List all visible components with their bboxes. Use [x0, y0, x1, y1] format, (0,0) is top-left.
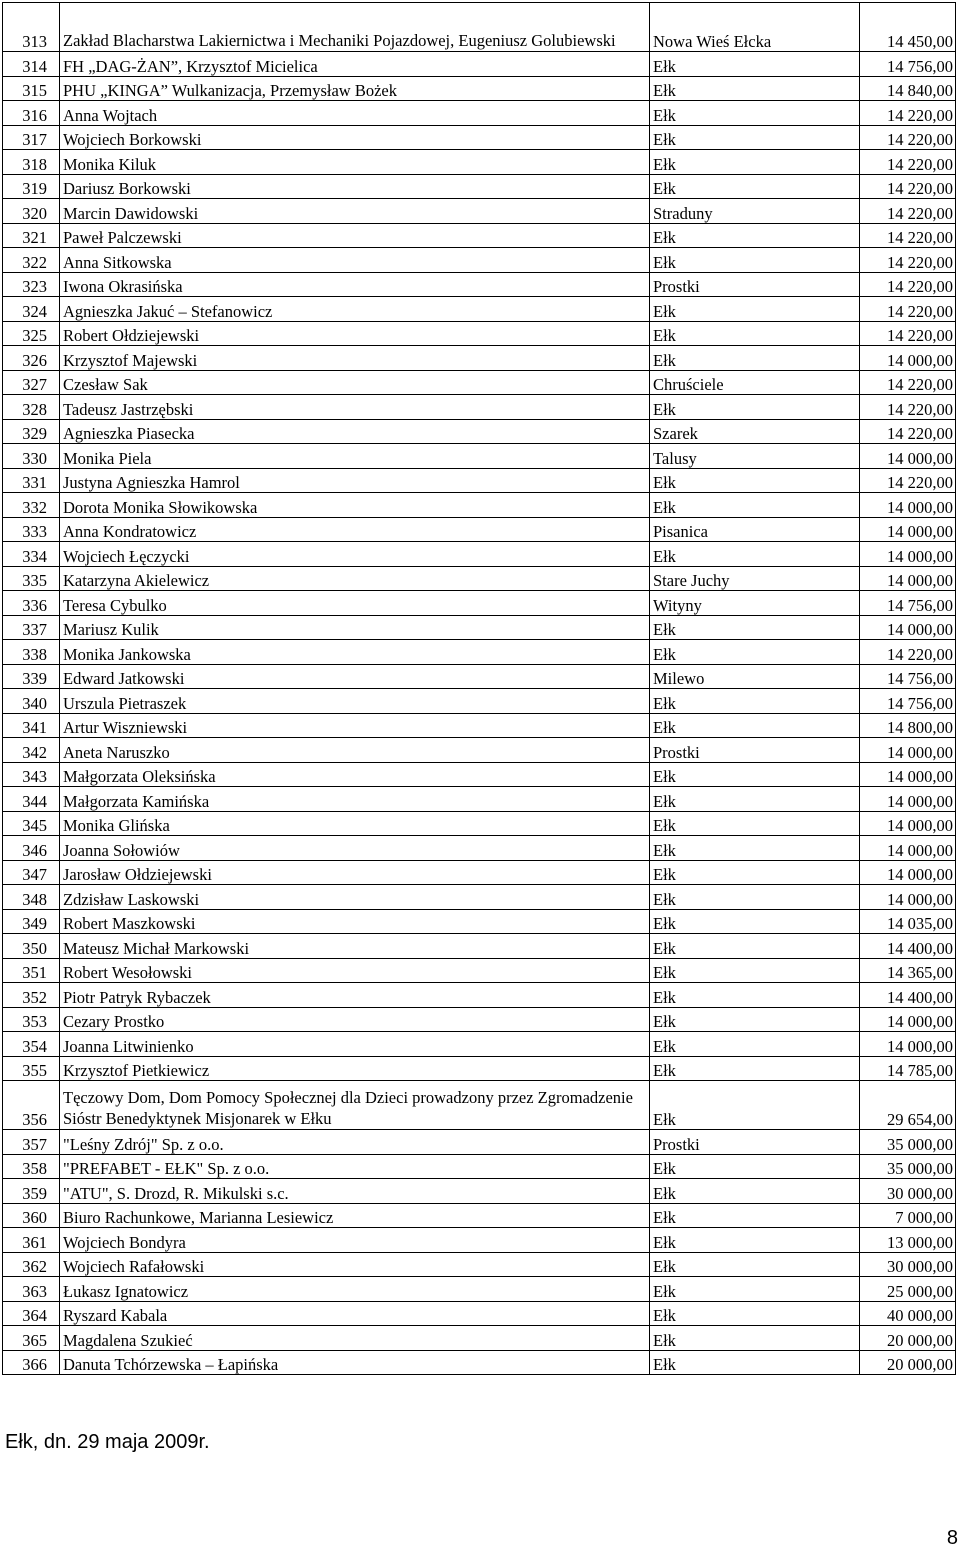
beneficiary-name-cell: Wojciech Borkowski [60, 125, 650, 150]
row-number-cell: 335 [3, 566, 60, 591]
beneficiary-name-cell: Marcin Dawidowski [60, 199, 650, 224]
table-row [3, 517, 956, 542]
table-row [3, 738, 956, 763]
row-number-cell: 332 [3, 493, 60, 518]
location-cell: Ełk [650, 395, 860, 420]
amount-cell: 14 220,00 [860, 248, 956, 273]
amount-cell: 40 000,00 [860, 1301, 956, 1326]
amount-cell: 14 220,00 [860, 297, 956, 322]
location-cell: Ełk [650, 713, 860, 738]
table-row [3, 1179, 956, 1204]
beneficiary-name-cell: Biuro Rachunkowe, Marianna Lesiewicz [60, 1203, 650, 1228]
amount-cell: 14 000,00 [860, 885, 956, 910]
beneficiary-name-cell: Ryszard Kabala [60, 1301, 650, 1326]
row-number-cell: 342 [3, 738, 60, 763]
location-cell: Talusy [650, 444, 860, 469]
beneficiary-name-cell: Monika Jankowska [60, 640, 650, 665]
location-cell: Szarek [650, 419, 860, 444]
table-row [3, 615, 956, 640]
beneficiary-name-cell: Anna Sitkowska [60, 248, 650, 273]
row-number-cell: 325 [3, 321, 60, 346]
row-number-cell: 340 [3, 689, 60, 714]
beneficiary-name-cell: Teresa Cybulko [60, 591, 650, 616]
location-cell: Ełk [650, 1154, 860, 1179]
table-row [3, 909, 956, 934]
table-row [3, 272, 956, 297]
table-row [3, 591, 956, 616]
location-cell: Ełk [650, 1032, 860, 1057]
beneficiary-name-cell: Justyna Agnieszka Hamrol [60, 468, 650, 493]
beneficiary-name-cell: Artur Wiszniewski [60, 713, 650, 738]
location-cell: Ełk [650, 125, 860, 150]
location-cell: Ełk [650, 1350, 860, 1375]
amount-cell: 14 400,00 [860, 983, 956, 1008]
beneficiary-name-cell: Mariusz Kulik [60, 615, 650, 640]
table-row [3, 860, 956, 885]
location-cell: Ełk [650, 297, 860, 322]
location-cell: Ełk [650, 615, 860, 640]
beneficiary-name-cell: Zdzisław Laskowski [60, 885, 650, 910]
row-number-cell: 344 [3, 787, 60, 812]
location-cell: Ełk [650, 1056, 860, 1081]
beneficiary-name-cell: Anna Kondratowicz [60, 517, 650, 542]
table-row [3, 223, 956, 248]
row-number-cell: 337 [3, 615, 60, 640]
location-cell: Ełk [650, 468, 860, 493]
location-cell: Ełk [650, 1081, 860, 1130]
location-cell: Chruściele [650, 370, 860, 395]
beneficiary-name-cell: Wojciech Rafałowski [60, 1252, 650, 1277]
beneficiary-name-cell: Jarosław Ołdziejewski [60, 860, 650, 885]
location-cell: Ełk [650, 248, 860, 273]
location-cell: Ełk [650, 860, 860, 885]
row-number-cell: 317 [3, 125, 60, 150]
amount-cell: 14 365,00 [860, 958, 956, 983]
beneficiary-name-cell: FH „DAG-ŻAN”, Krzysztof Micielica [60, 52, 650, 77]
table-row [3, 174, 956, 199]
table-row [3, 297, 956, 322]
amount-cell: 14 000,00 [860, 860, 956, 885]
beneficiary-name-cell: Robert Wesołowski [60, 958, 650, 983]
row-number-cell: 333 [3, 517, 60, 542]
amount-cell: 14 000,00 [860, 346, 956, 371]
amount-cell: 14 000,00 [860, 1007, 956, 1032]
beneficiary-name-cell: "PREFABET - EŁK" Sp. z o.o. [60, 1154, 650, 1179]
row-number-cell: 319 [3, 174, 60, 199]
beneficiary-name-cell: Anna Wojtach [60, 101, 650, 126]
beneficiary-name-cell: Magdalena Szukieć [60, 1326, 650, 1351]
location-cell: Ełk [650, 934, 860, 959]
amount-cell: 14 800,00 [860, 713, 956, 738]
table-row [3, 787, 956, 812]
row-number-cell: 339 [3, 664, 60, 689]
table-row [3, 321, 956, 346]
table-row [3, 3, 956, 52]
amount-cell: 14 220,00 [860, 150, 956, 175]
row-number-cell: 347 [3, 860, 60, 885]
beneficiary-name-cell: Paweł Palczewski [60, 223, 650, 248]
location-cell: Ełk [650, 493, 860, 518]
location-cell: Ełk [650, 1301, 860, 1326]
amount-cell: 14 220,00 [860, 640, 956, 665]
location-cell: Ełk [650, 811, 860, 836]
row-number-cell: 351 [3, 958, 60, 983]
table-row [3, 566, 956, 591]
row-number-cell: 362 [3, 1252, 60, 1277]
table-row [3, 1326, 956, 1351]
beneficiary-name-cell: Dariusz Borkowski [60, 174, 650, 199]
amount-cell: 14 000,00 [860, 762, 956, 787]
row-number-cell: 353 [3, 1007, 60, 1032]
table-row [3, 150, 956, 175]
amount-cell: 14 220,00 [860, 199, 956, 224]
amount-cell: 14 756,00 [860, 52, 956, 77]
beneficiary-name-cell: Wojciech Łęczycki [60, 542, 650, 567]
beneficiary-name-cell: Krzysztof Majewski [60, 346, 650, 371]
location-cell: Ełk [650, 223, 860, 248]
amount-cell: 14 000,00 [860, 542, 956, 567]
row-number-cell: 330 [3, 444, 60, 469]
table-row [3, 199, 956, 224]
row-number-cell: 336 [3, 591, 60, 616]
grants-table [2, 2, 956, 1375]
location-cell: Milewo [650, 664, 860, 689]
amount-cell: 7 000,00 [860, 1203, 956, 1228]
table-row [3, 983, 956, 1008]
table-row [3, 1032, 956, 1057]
amount-cell: 14 220,00 [860, 125, 956, 150]
amount-cell: 14 450,00 [860, 3, 956, 52]
page-number: 8 [946, 1527, 958, 1549]
location-cell: Prostki [650, 272, 860, 297]
row-number-cell: 313 [3, 3, 60, 52]
location-cell: Ełk [650, 52, 860, 77]
amount-cell: 20 000,00 [860, 1350, 956, 1375]
row-number-cell: 328 [3, 395, 60, 420]
beneficiary-name-cell: Iwona Okrasińska [60, 272, 650, 297]
row-number-cell: 323 [3, 272, 60, 297]
beneficiary-name-cell: Cezary Prostko [60, 1007, 650, 1032]
amount-cell: 29 654,00 [860, 1081, 956, 1130]
row-number-cell: 359 [3, 1179, 60, 1204]
row-number-cell: 338 [3, 640, 60, 665]
amount-cell: 14 000,00 [860, 1032, 956, 1057]
beneficiary-name-cell: "Leśny Zdrój" Sp. z o.o. [60, 1130, 650, 1155]
amount-cell: 20 000,00 [860, 1326, 956, 1351]
table-row [3, 76, 956, 101]
row-number-cell: 361 [3, 1228, 60, 1253]
location-cell: Ełk [650, 1179, 860, 1204]
beneficiary-name-cell: Urszula Pietraszek [60, 689, 650, 714]
table-row [3, 493, 956, 518]
amount-cell: 14 000,00 [860, 566, 956, 591]
row-number-cell: 322 [3, 248, 60, 273]
beneficiary-name-cell: Tęczowy Dom, Dom Pomocy Społecznej dla Dzieci prowadzony przez Zgromadzenie Sióstr Benedyktynek Misjonarek w Ełku [60, 1081, 650, 1130]
location-cell: Ełk [650, 542, 860, 567]
grants-table-body [3, 3, 956, 1375]
row-number-cell: 356 [3, 1081, 60, 1130]
location-cell: Nowa Wieś Ełcka [650, 3, 860, 52]
table-row [3, 468, 956, 493]
amount-cell: 14 756,00 [860, 591, 956, 616]
location-cell: Ełk [650, 909, 860, 934]
table-row [3, 1277, 956, 1302]
row-number-cell: 366 [3, 1350, 60, 1375]
row-number-cell: 327 [3, 370, 60, 395]
amount-cell: 14 000,00 [860, 836, 956, 861]
table-row [3, 1081, 956, 1130]
row-number-cell: 365 [3, 1326, 60, 1351]
amount-cell: 25 000,00 [860, 1277, 956, 1302]
table-row [3, 346, 956, 371]
location-cell: Ełk [650, 150, 860, 175]
beneficiary-name-cell: Monika Piela [60, 444, 650, 469]
row-number-cell: 331 [3, 468, 60, 493]
row-number-cell: 320 [3, 199, 60, 224]
amount-cell: 35 000,00 [860, 1154, 956, 1179]
table-row [3, 640, 956, 665]
beneficiary-name-cell: Danuta Tchórzewska – Łapińska [60, 1350, 650, 1375]
table-row [3, 1154, 956, 1179]
row-number-cell: 314 [3, 52, 60, 77]
amount-cell: 14 756,00 [860, 664, 956, 689]
beneficiary-name-cell: Joanna Sołowiów [60, 836, 650, 861]
row-number-cell: 345 [3, 811, 60, 836]
row-number-cell: 329 [3, 419, 60, 444]
amount-cell: 14 785,00 [860, 1056, 956, 1081]
table-row [3, 1130, 956, 1155]
location-cell: Ełk [650, 346, 860, 371]
table-row [3, 1203, 956, 1228]
beneficiary-name-cell: Mateusz Michał Markowski [60, 934, 650, 959]
table-row [3, 811, 956, 836]
table-row [3, 1228, 956, 1253]
beneficiary-name-cell: Małgorzata Kamińska [60, 787, 650, 812]
row-number-cell: 354 [3, 1032, 60, 1057]
location-cell: Ełk [650, 787, 860, 812]
amount-cell: 14 000,00 [860, 738, 956, 763]
location-cell: Ełk [650, 762, 860, 787]
location-cell: Prostki [650, 1130, 860, 1155]
location-cell: Ełk [650, 1277, 860, 1302]
row-number-cell: 334 [3, 542, 60, 567]
amount-cell: 14 220,00 [860, 101, 956, 126]
row-number-cell: 349 [3, 909, 60, 934]
table-row [3, 542, 956, 567]
amount-cell: 14 000,00 [860, 517, 956, 542]
beneficiary-name-cell: Wojciech Bondyra [60, 1228, 650, 1253]
location-cell: Ełk [650, 958, 860, 983]
table-row [3, 1007, 956, 1032]
location-cell: Ełk [650, 101, 860, 126]
amount-cell: 14 000,00 [860, 444, 956, 469]
table-row [3, 52, 956, 77]
amount-cell: 35 000,00 [860, 1130, 956, 1155]
amount-cell: 14 000,00 [860, 615, 956, 640]
row-number-cell: 321 [3, 223, 60, 248]
location-cell: Ełk [650, 983, 860, 1008]
beneficiary-name-cell: Edward Jatkowski [60, 664, 650, 689]
location-cell: Ełk [650, 174, 860, 199]
row-number-cell: 352 [3, 983, 60, 1008]
location-cell: Ełk [650, 76, 860, 101]
beneficiary-name-cell: PHU „KINGA” Wulkanizacja, Przemysław Bożek [60, 76, 650, 101]
table-row [3, 1350, 956, 1375]
row-number-cell: 364 [3, 1301, 60, 1326]
amount-cell: 14 000,00 [860, 787, 956, 812]
location-cell: Ełk [650, 885, 860, 910]
amount-cell: 14 840,00 [860, 76, 956, 101]
amount-cell: 14 756,00 [860, 689, 956, 714]
beneficiary-name-cell: Krzysztof Pietkiewicz [60, 1056, 650, 1081]
beneficiary-name-cell: Agnieszka Jakuć – Stefanowicz [60, 297, 650, 322]
location-cell: Prostki [650, 738, 860, 763]
row-number-cell: 355 [3, 1056, 60, 1081]
row-number-cell: 346 [3, 836, 60, 861]
beneficiary-name-cell: Dorota Monika Słowikowska [60, 493, 650, 518]
row-number-cell: 341 [3, 713, 60, 738]
beneficiary-name-cell: "ATU", S. Drozd, R. Mikulski s.c. [60, 1179, 650, 1204]
amount-cell: 14 000,00 [860, 811, 956, 836]
amount-cell: 14 220,00 [860, 468, 956, 493]
beneficiary-name-cell: Agnieszka Piasecka [60, 419, 650, 444]
beneficiary-name-cell: Piotr Patryk Rybaczek [60, 983, 650, 1008]
document-date: Ełk, dn. 29 maja 2009r. [5, 1431, 210, 1453]
beneficiary-name-cell: Monika Kiluk [60, 150, 650, 175]
row-number-cell: 324 [3, 297, 60, 322]
location-cell: Ełk [650, 640, 860, 665]
beneficiary-name-cell: Zakład Blacharstwa Lakiernictwa i Mechaniki Pojazdowej, Eugeniusz Golubiewski [60, 3, 650, 52]
table-row [3, 689, 956, 714]
location-cell: Straduny [650, 199, 860, 224]
amount-cell: 14 220,00 [860, 272, 956, 297]
table-row [3, 885, 956, 910]
amount-cell: 14 220,00 [860, 174, 956, 199]
beneficiary-name-cell: Robert Ołdziejewski [60, 321, 650, 346]
amount-cell: 14 035,00 [860, 909, 956, 934]
row-number-cell: 348 [3, 885, 60, 910]
beneficiary-name-cell: Katarzyna Akielewicz [60, 566, 650, 591]
row-number-cell: 357 [3, 1130, 60, 1155]
beneficiary-name-cell: Tadeusz Jastrzębski [60, 395, 650, 420]
amount-cell: 13 000,00 [860, 1228, 956, 1253]
row-number-cell: 350 [3, 934, 60, 959]
location-cell: Pisanica [650, 517, 860, 542]
table-row [3, 125, 956, 150]
row-number-cell: 318 [3, 150, 60, 175]
table-row [3, 419, 956, 444]
location-cell: Ełk [650, 689, 860, 714]
row-number-cell: 363 [3, 1277, 60, 1302]
beneficiary-name-cell: Aneta Naruszko [60, 738, 650, 763]
table-row [3, 836, 956, 861]
row-number-cell: 315 [3, 76, 60, 101]
amount-cell: 30 000,00 [860, 1179, 956, 1204]
location-cell: Ełk [650, 321, 860, 346]
amount-cell: 14 220,00 [860, 395, 956, 420]
table-row [3, 762, 956, 787]
table-row [3, 101, 956, 126]
table-row [3, 1056, 956, 1081]
table-row [3, 934, 956, 959]
amount-cell: 14 000,00 [860, 493, 956, 518]
row-number-cell: 343 [3, 762, 60, 787]
amount-cell: 14 220,00 [860, 419, 956, 444]
row-number-cell: 358 [3, 1154, 60, 1179]
table-row [3, 664, 956, 689]
amount-cell: 14 220,00 [860, 370, 956, 395]
table-row [3, 713, 956, 738]
location-cell: Stare Juchy [650, 566, 860, 591]
amount-cell: 30 000,00 [860, 1252, 956, 1277]
row-number-cell: 360 [3, 1203, 60, 1228]
location-cell: Wityny [650, 591, 860, 616]
location-cell: Ełk [650, 836, 860, 861]
beneficiary-name-cell: Czesław Sak [60, 370, 650, 395]
table-row [3, 370, 956, 395]
location-cell: Ełk [650, 1007, 860, 1032]
location-cell: Ełk [650, 1203, 860, 1228]
beneficiary-name-cell: Małgorzata Oleksińska [60, 762, 650, 787]
table-row [3, 1301, 956, 1326]
table-row [3, 395, 956, 420]
table-row [3, 444, 956, 469]
table-row [3, 248, 956, 273]
row-number-cell: 326 [3, 346, 60, 371]
amount-cell: 14 220,00 [860, 321, 956, 346]
table-row [3, 1252, 956, 1277]
amount-cell: 14 400,00 [860, 934, 956, 959]
table-row [3, 958, 956, 983]
beneficiary-name-cell: Joanna Litwinienko [60, 1032, 650, 1057]
beneficiary-name-cell: Robert Maszkowski [60, 909, 650, 934]
location-cell: Ełk [650, 1228, 860, 1253]
amount-cell: 14 220,00 [860, 223, 956, 248]
row-number-cell: 316 [3, 101, 60, 126]
location-cell: Ełk [650, 1326, 860, 1351]
beneficiary-name-cell: Monika Glińska [60, 811, 650, 836]
location-cell: Ełk [650, 1252, 860, 1277]
beneficiary-name-cell: Łukasz Ignatowicz [60, 1277, 650, 1302]
